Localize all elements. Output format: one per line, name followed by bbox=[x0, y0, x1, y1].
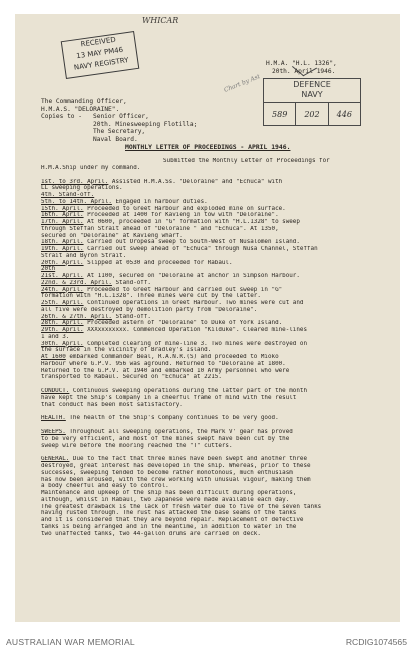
diary-text: the surface in the vicinity of Bradley's Island. bbox=[41, 347, 212, 354]
sweeps-line bbox=[41, 429, 381, 436]
sweeps-text: Throughout all sweeping operations, the Mark V' gear has proved bbox=[65, 429, 293, 435]
diary-line bbox=[41, 347, 381, 354]
address-block bbox=[41, 98, 197, 144]
health-heading: HEALTH. bbox=[41, 415, 66, 422]
diary-date: At 1600 bbox=[41, 354, 66, 360]
general-text: although, whilst in Rabaul, two Japanese were made available each day. bbox=[41, 496, 290, 503]
diary-text: Harbour where G.P.V. 956 was aground. Returned to "Deloraine at 1800. bbox=[41, 360, 286, 367]
document-page bbox=[15, 14, 400, 622]
diary-line bbox=[41, 206, 381, 213]
diary-line bbox=[41, 233, 381, 240]
general-text: successes, sweeping tended to become rather monotonous, much enthusiasm bbox=[41, 469, 293, 476]
diary-line bbox=[41, 273, 381, 280]
general-text: destroyed, great interest has developed in the ship. Whereas, prior to these bbox=[41, 463, 311, 469]
diary-line bbox=[41, 266, 381, 273]
general-text: tanks is being arranged and in the meantime, in addition to water in the bbox=[41, 523, 297, 530]
general-section bbox=[41, 456, 381, 537]
diary-line bbox=[41, 253, 381, 260]
general-line bbox=[41, 483, 381, 490]
defence-stamp-title bbox=[264, 79, 360, 103]
diary-date: 19th. April. bbox=[41, 246, 84, 252]
diary-line bbox=[41, 239, 381, 246]
diary-line bbox=[41, 320, 381, 327]
defence-stamp-cell: 202 bbox=[296, 103, 328, 126]
diary-text: Carried out Oropesa sweep to South-West of Nusalomen Island. bbox=[83, 239, 300, 246]
diary-text: LL sweeping operations. bbox=[41, 185, 123, 192]
received-stamp bbox=[61, 31, 140, 79]
general-line bbox=[41, 510, 381, 517]
diary-date: 30th. April. bbox=[41, 340, 84, 347]
conduct-text: Continuous sweeping operations during the latter part of the month bbox=[69, 388, 307, 394]
handwritten-note: WHICAR bbox=[142, 16, 179, 25]
defence-stamp-title-line2: NAVY bbox=[301, 90, 323, 99]
diary-date: 20th bbox=[41, 266, 56, 273]
diary-text: XXXxxxxxxxx. Commenced Operation "Kilduke". Cleared mine-lines bbox=[83, 327, 307, 333]
general-line bbox=[41, 504, 381, 511]
conduct-text: that conduct has been most satisfactory. bbox=[41, 401, 183, 408]
diary-date: 22nd. & 23rd. April. bbox=[41, 279, 112, 286]
diary-date: 4th. Stand-off. bbox=[41, 192, 95, 198]
intro-line: Submitted the Monthly Letter of Proceedings for bbox=[163, 158, 330, 164]
address-row bbox=[41, 98, 197, 106]
diary-date: 1st. to 3rd. April. bbox=[41, 178, 109, 185]
address-row bbox=[41, 113, 197, 121]
diary-date: 20th. April. bbox=[41, 259, 84, 266]
diary-line bbox=[41, 199, 381, 206]
diary-text: Strait and Byron Strait. bbox=[41, 252, 127, 259]
diary-text: all five were destroyed by demolition party from "Deloraine". bbox=[41, 306, 258, 313]
sweeps-line bbox=[41, 436, 381, 443]
address-value: Senior Officer, bbox=[93, 113, 149, 121]
diary-text: through Steffan Strait ahead of "Deloraine " and "Echuca". At 1350, bbox=[41, 225, 279, 232]
address-key bbox=[41, 128, 93, 136]
diary-line bbox=[41, 361, 381, 368]
defence-navy-stamp bbox=[263, 78, 361, 126]
diary-text: Proceeded to Greet Harbour and exploded mine on surface. bbox=[83, 205, 286, 212]
archive-footer bbox=[0, 627, 413, 666]
defence-stamp-title-line1: DEFENCE bbox=[293, 80, 331, 89]
diary-text: Engaged in harbour duties. bbox=[111, 198, 208, 205]
diary-line bbox=[41, 260, 381, 267]
diary-date: 16th. April. bbox=[41, 212, 84, 219]
general-text: a body cheerful and easy to control. bbox=[41, 483, 169, 490]
diary-line bbox=[41, 327, 381, 334]
sweeps-section bbox=[41, 429, 381, 449]
diary-text: Assisted H.M.A.Ss. "Deloraine" and "Echuca" with bbox=[108, 178, 283, 185]
diary-text: formation with "H.L.1328". Three mines were cut by the latter. bbox=[41, 293, 261, 300]
diary-text: At 0600, proceeded in "G" formation with "H.L.1328" to sweep bbox=[83, 219, 300, 225]
sweeps-heading: SWEEPS. bbox=[41, 429, 66, 435]
general-line bbox=[41, 456, 381, 463]
conduct-section bbox=[41, 388, 381, 408]
diary-line bbox=[41, 300, 381, 307]
general-text: has now been aroused, with the crew working with unusual vigour, making them bbox=[41, 476, 311, 483]
sweeps-line bbox=[41, 443, 381, 450]
health-text: The health of the Ship's Company continues to be very good. bbox=[65, 415, 279, 422]
defence-stamp-cell: 589 bbox=[264, 103, 296, 126]
diary-line bbox=[41, 287, 381, 294]
conduct-line bbox=[41, 402, 381, 409]
diary-text: secured on "Deloraine" at Kavieng wharf. bbox=[41, 232, 183, 239]
general-line bbox=[41, 463, 381, 470]
diary-text: 1 and 3. bbox=[41, 333, 70, 340]
general-text: Maintenance and upkeep of the ship has been difficult during operations, bbox=[41, 490, 297, 496]
reference-block bbox=[266, 60, 337, 76]
address-value: The Secretary, bbox=[93, 128, 146, 136]
general-heading: GENERAL. bbox=[41, 456, 70, 463]
diary-text: Proceeded astern of "Deloraine" to Duke of York Island. bbox=[83, 320, 283, 327]
general-line bbox=[41, 470, 381, 477]
diary-date: 15th. April. bbox=[41, 205, 84, 212]
general-text: The greatest drawback is the lack of fresh water due to five of the seven tanks bbox=[41, 503, 322, 510]
diary-line bbox=[41, 354, 381, 361]
diary-text: Completed clearing of mine-line 3. Two mines were destroyed on bbox=[83, 340, 307, 347]
address-value: H.M.A.S. "DELORAINE". bbox=[41, 105, 120, 113]
sweeps-text: to be very efficient, and most of the mines swept have been cut by the bbox=[41, 435, 290, 442]
address-value: Naval Board. bbox=[93, 135, 138, 143]
received-stamp-line1: RECEIVED bbox=[80, 35, 117, 49]
sweeps-text: sweep wire before the mooring reached the "T" cutters. bbox=[41, 442, 233, 449]
diary-line bbox=[41, 212, 381, 219]
diary-text: Returned to the G.P.V. at 1940 and embarked 10 Army personnel who were bbox=[41, 367, 290, 374]
diary-line bbox=[41, 341, 381, 348]
health-line bbox=[41, 415, 381, 422]
diary-text: Proceeded at 1400 for Kavieng in tow with "Deloraine". bbox=[83, 212, 279, 219]
diary-line bbox=[41, 293, 381, 300]
diary-line bbox=[41, 307, 381, 314]
address-row bbox=[41, 106, 197, 114]
address-value: The Commanding Officer, bbox=[41, 98, 127, 105]
address-row bbox=[41, 128, 197, 136]
general-text: two unaffected tanks, two 44-gallon drums are carried on deck. bbox=[41, 530, 261, 537]
diary-line bbox=[41, 219, 381, 226]
conduct-text: have kept the Ship's Company in a cheerful frame of mind with the result bbox=[41, 394, 297, 401]
diary-text: Carried out sweep ahead of "Echuca" through Nusa Channel, Steffan bbox=[83, 246, 318, 252]
diary-date: 26th. & 27th. April. bbox=[41, 313, 112, 320]
general-line bbox=[41, 497, 381, 504]
conduct-line bbox=[41, 388, 381, 395]
archive-id: RCDIG1074565 bbox=[345, 637, 407, 647]
diary-text: transported to Rabaul. Secured on "Echuca" at 2215. bbox=[41, 374, 222, 381]
address-key: Copies to - bbox=[41, 113, 82, 121]
health-section bbox=[41, 415, 381, 422]
general-line bbox=[41, 524, 381, 531]
diary-line bbox=[41, 179, 381, 186]
defence-stamp-cell: 446 bbox=[336, 110, 352, 119]
general-text: and it is considered that they are beyond repair. Replacement of defective bbox=[41, 517, 304, 523]
address-row bbox=[41, 121, 197, 129]
diary-line bbox=[41, 226, 381, 233]
conduct-line bbox=[41, 395, 381, 402]
diary-line bbox=[41, 192, 381, 199]
diary-line bbox=[41, 185, 381, 192]
diary-text: Stand-off. bbox=[111, 279, 151, 286]
diary-date: 28th. April. bbox=[41, 320, 84, 327]
pencil-note: Chart by Ast bbox=[223, 73, 262, 94]
diary-line bbox=[41, 374, 381, 381]
diary-text: At 1100, secured on "Deloraine at anchor in Simpson Harbour. bbox=[83, 273, 300, 279]
document-title: MONTHLY LETTER OF PROCEEDINGS - APRIL 1946. bbox=[125, 143, 291, 151]
address-key bbox=[41, 136, 93, 144]
general-line bbox=[41, 517, 381, 524]
conduct-heading: CONDUCT. bbox=[41, 388, 70, 394]
diary-line bbox=[41, 334, 381, 341]
diary-text: Continued operations in Greet Harbour. Two mines were cut and bbox=[83, 300, 304, 306]
address-key bbox=[41, 121, 93, 129]
address-value: 20th. Minesweeping Flotilla; bbox=[93, 120, 198, 128]
diary-date: 17th. April. bbox=[41, 219, 84, 225]
received-stamp-line3: NAVY REGISTRY bbox=[73, 56, 130, 72]
diary-entries bbox=[41, 179, 381, 382]
general-line bbox=[41, 477, 381, 484]
diary-date: 25th. April. bbox=[41, 300, 84, 306]
general-text: Due to the fact that three mines have been swept and another three bbox=[69, 456, 307, 463]
ref-date: 20th. April 1946. bbox=[272, 68, 336, 75]
archive-name: AUSTRALIAN WAR MEMORIAL bbox=[6, 637, 135, 647]
diary-line bbox=[41, 280, 381, 287]
received-stamp-line2: 13 MAY PM46 bbox=[75, 45, 124, 61]
diary-text: Stand-off. bbox=[111, 313, 151, 320]
general-line bbox=[41, 531, 381, 538]
diary-date: 21st. April. bbox=[41, 273, 84, 279]
general-line bbox=[41, 490, 381, 497]
diary-line bbox=[41, 368, 381, 375]
intro-line: H.M.A.Ship under my command. bbox=[41, 164, 141, 171]
document-body bbox=[41, 158, 381, 537]
diary-text: embarked Commander Beal, R.A.N.R.(S) and proceeded to Mioko bbox=[65, 354, 279, 360]
diary-line bbox=[41, 314, 381, 321]
general-text: having rusted through. The rust has attacked the base seams of the tanks bbox=[41, 510, 297, 517]
diary-date: 5th. to 14th. April. bbox=[41, 198, 112, 205]
diary-date: 24th. April. bbox=[41, 286, 84, 293]
diary-date: 29th. April. bbox=[41, 327, 84, 333]
diary-date: 18th. April. bbox=[41, 239, 84, 246]
diary-text: Proceeded to Greet Harbour and carried out sweep in "G" bbox=[83, 286, 283, 293]
diary-text: Slipped at 0530 and proceeded for Rabaul. bbox=[83, 259, 233, 266]
diary-line bbox=[41, 246, 381, 253]
ref-ship: H.M.A. "H.L. 1326", bbox=[266, 60, 337, 67]
